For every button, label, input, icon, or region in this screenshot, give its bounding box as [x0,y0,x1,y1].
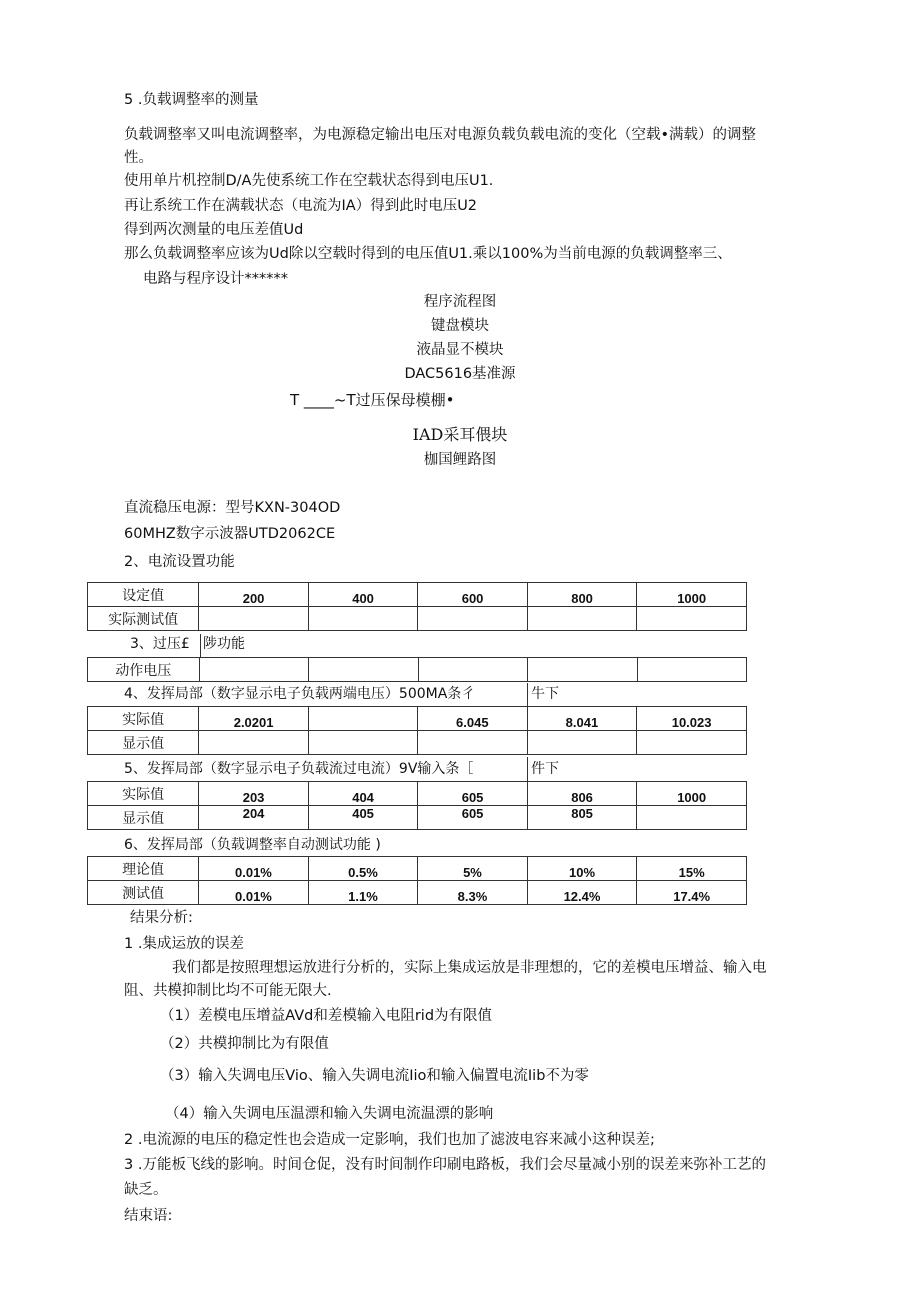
table-cell: 1000 [637,782,747,806]
table-cell: 0.01% [199,881,309,905]
table-caption: 4、发挥局部（数字显示电子负载两端电压）500MA条彳 [124,686,476,702]
figure-caption: 程序流程图 [423,294,497,310]
paragraph: 我们都是按照理想运放进行分析的，实际上集成运放是非理想的，它的差模电压增益、输入电 [172,960,767,976]
table-caption: 3、过压£ [130,636,190,652]
table-cell: 理论值 [88,857,199,881]
list-item: （1）差模电压增益AVd和差模输入电阻rid为有限值 [160,1008,493,1024]
figure-caption: 液晶显不模块 [416,342,504,358]
table-cell [637,607,747,631]
table-row [88,881,747,905]
section-title: 结果分析: [130,910,193,926]
table-cell: 2.0201 [199,707,309,731]
table-caption: 牛下 [531,686,559,702]
table-cell [199,607,309,631]
table-cell [418,731,528,755]
table-cell: 404 [308,782,418,806]
table-cell [418,607,528,631]
table-caption: 6、发挥局部（负载调整率自动测试功能 ) [124,837,381,853]
table-row [88,782,747,806]
list-item: （4）输入失调电压温漂和输入失调电流温漂的影响 [165,1106,494,1122]
divider [200,634,201,657]
paragraph: 使用单片机控制D/A先使系统工作在空载状态得到电压U1. [124,173,494,189]
overvoltage-table [87,657,747,682]
table-cell: 0.01% [199,857,309,881]
table-cell: 测试值 [88,881,199,905]
table-cell [637,658,747,682]
table-cell [527,607,637,631]
table-cell: 400 [308,583,418,607]
table-cell: 12.4% [527,881,637,905]
equipment: 60MHZ数字示波器UTD2062CE [124,526,336,542]
table-cell: 实际测试值 [88,607,199,631]
table-cell [199,658,308,682]
figure-caption: 键盘模块 [431,318,489,334]
paragraph: 得到两次测量的电压差值Ud [124,222,304,238]
table-cell: 17.4% [637,881,747,905]
table-cell: 806 [527,782,637,806]
divider [527,757,528,781]
list-item: （2）共模抑制比为有限值 [160,1036,329,1052]
table-cell [308,731,417,755]
section-title: 结束语: [124,1208,173,1224]
table-cell: 805 [527,806,637,830]
equipment: 直流稳压电源：型号KXN-304OD [124,500,341,516]
table-row [88,857,747,881]
table-cell: 405 [308,806,418,830]
table-row [88,658,747,682]
table-cell [527,731,637,755]
figure-caption: 枷国鲤路图 [423,452,497,468]
current-display-table [87,781,747,830]
table-cell: 15% [637,857,747,881]
table-cell: 1.1% [308,881,417,905]
table-caption: 5、发挥局部（数字显示电子负载流过电流）9V输入条［ [124,761,474,777]
voltage-display-table [87,706,747,755]
figure-caption: T ____~T过压保母模棚• [290,391,455,409]
heading: 1 .集成运放的误差 [124,936,244,952]
table-cell: 0.5% [308,857,417,881]
table-cell: 6.045 [418,707,528,731]
table-cell [528,658,637,682]
table-cell: 800 [527,583,637,607]
section-title: 5 .负载调整率的测量 [124,92,259,108]
figure-caption: IAD采耳偎块 [412,425,508,444]
table-cell: 605 [418,806,528,830]
table-cell: 203 [199,782,309,806]
table-row [88,806,747,830]
table-caption: 件下 [531,761,559,777]
table-row [88,583,747,607]
paragraph: 电路与程序设计****** [143,271,288,287]
table-cell: 10.023 [637,707,747,731]
load-regulation-table [87,856,747,905]
table-cell [308,607,418,631]
table-cell [418,658,527,682]
paragraph: 性。 [124,150,153,166]
divider [527,683,528,706]
paragraph: 3 .万能板飞线的影响。时间仓促，没有时间制作印刷电路板，我们会尽量减小别的误差来弥补工艺的 [124,1157,766,1173]
table-cell: 实际值 [88,782,199,806]
figure-caption: DAC5616基准源 [404,366,516,382]
table-cell: 实际值 [88,707,199,731]
table-cell [308,707,417,731]
paragraph: 负载调整率又叫电流调整率，为电源稳定输出电压对电源负载负载电流的变化（空载•满载）的调整 [124,127,757,143]
table-cell [637,731,747,755]
table-row [88,731,747,755]
table-cell [637,806,747,830]
table-caption: 2、电流设置功能 [124,554,235,570]
table-cell [309,658,418,682]
list-item: （3）输入失调电压Vio、输入失调电流Iio和输入偏置电流Iib不为零 [160,1068,589,1084]
paragraph: 再让系统工作在满载状态（电流为IA）得到此时电压U2 [124,198,478,214]
table-cell: 10% [527,857,637,881]
paragraph: 缺乏。 [124,1182,168,1198]
table-cell: 动作电压 [88,658,200,682]
table-cell: 显示值 [88,731,199,755]
table-cell: 8.3% [418,881,527,905]
paragraph: 那么负载调整率应该为Ud除以空载时得到的电压值U1.乘以100%为当前电源的负载调整率三、 [124,246,732,262]
table-cell: 设定值 [88,583,199,607]
table-cell: 204 [199,806,309,830]
current-setting-table [87,582,747,631]
table-cell: 1000 [637,583,747,607]
table-cell: 5% [418,857,527,881]
paragraph: 2 .电流源的电压的稳定性也会造成一定影响，我们也加了滤波电容来减小这种误差; [124,1132,655,1148]
table-cell: 8.041 [527,707,637,731]
table-cell: 显示值 [88,806,199,830]
table-cell [199,731,309,755]
paragraph: 阻、共模抑制比均不可能无限大. [124,983,332,999]
table-row [88,607,747,631]
table-row [88,707,747,731]
table-caption: 陟功能 [203,636,245,652]
table-cell: 200 [199,583,309,607]
table-cell: 605 [418,782,528,806]
table-cell: 600 [418,583,528,607]
